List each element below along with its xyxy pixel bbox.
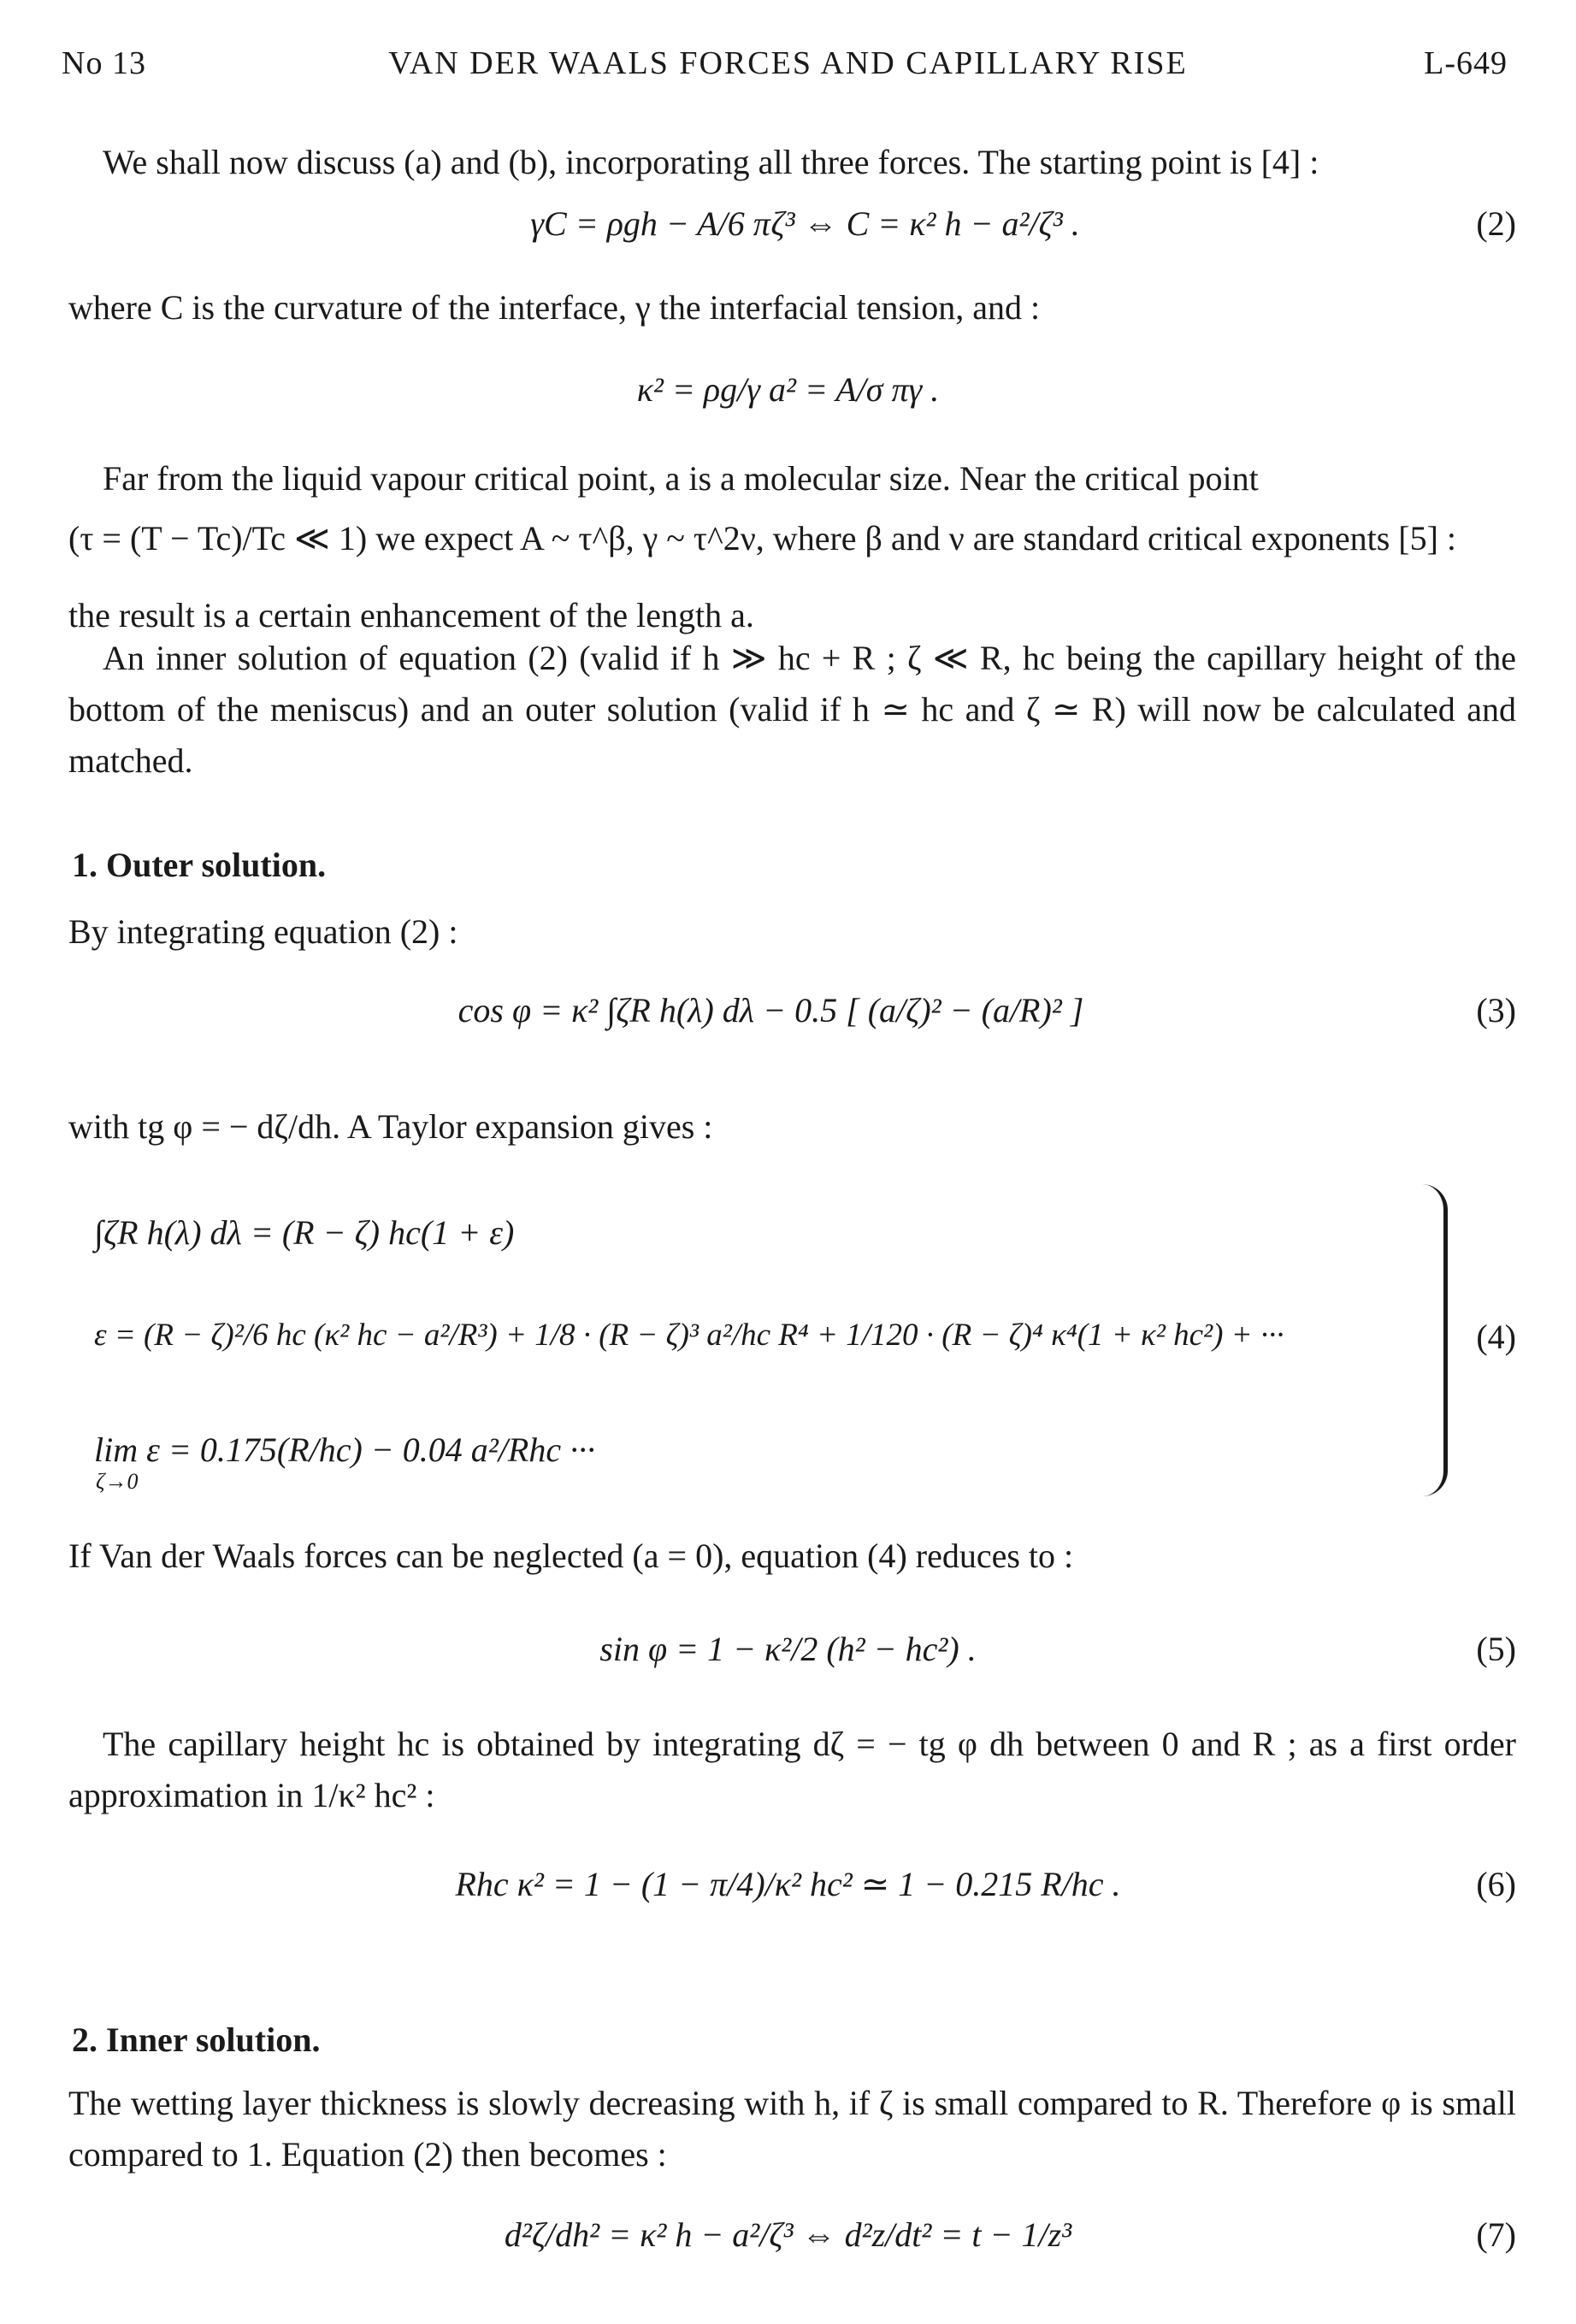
equation-6-number: (6) [1476,1865,1516,1903]
paragraph-intro: We shall now discuss (a) and (b), incorporating all three forces. The starting point is [4] : [103,143,1319,181]
equation-4-limit: lim ε = 0.175(R/hc) − 0.04 a²/Rhc ··· [94,1430,596,1469]
equation-7-number: (7) [1476,2215,1516,2254]
paragraph-taylor: with tg φ = − dζ/dh. A Taylor expansion gives : [68,1107,713,1146]
page-code: L-649 [1424,45,1508,81]
paragraph-integrating: By integrating equation (2) : [68,912,458,951]
equation-2: γC = ρgh − A/6 πζ³ ⇔ C = κ² h − a²/ζ³ . [530,204,1080,243]
paragraph-van-der-waals-neglected: If Van der Waals forces can be neglected (a = 0), equation (4) reduces to : [68,1537,1074,1575]
equation-4-brace [1420,1184,1448,1496]
equation-4-limit-subscript: ζ→0 [96,1469,139,1494]
equation-4-number: (4) [1476,1318,1516,1356]
paragraph-critical-exponents: (τ = (T − Tc)/Tc ≪ 1) we expect A ~ τ^β, γ ~ τ^2ν, where β and ν are standard critical exponents [5] : [68,519,1457,557]
paragraph-critical-point: Far from the liquid vapour critical point, a is a molecular size. Near the critical point [103,459,1259,498]
equation-6: Rhc κ² = 1 − (1 − π/4)/κ² hc² ≃ 1 − 0.215 R/hc . [455,1865,1121,1903]
running-title: VAN DER WAALS FORCES AND CAPILLARY RISE [388,45,1188,81]
equation-5-number: (5) [1476,1630,1516,1668]
paragraph-wetting-layer: The wetting layer thickness is slowly decreasing with h, if ζ is small compared to R. Therefore φ is small compared to 1. Equation (2) then becomes : [68,2084,1516,2174]
equation-4-epsilon: ε = (R − ζ)²/6 hc (κ² hc − a²/R³) + 1/8 · (R − ζ)³ a²/hc R⁴ + 1/120 · (R − ζ)⁴ κ⁴(1 + κ² hc²) + ··· [94,1318,1284,1353]
equation-3: cos φ = κ² ∫ζR h(λ) dλ − 0.5 [ (a/ζ)² − (a/R)² ] [457,991,1084,1029]
equation-4-integral: ∫ζR h(λ) dλ = (R − ζ) hc(1 + ε) [94,1213,515,1252]
section-outer-solution: 1. Outer solution. [72,846,327,884]
journal-number: No 13 [62,45,146,81]
paragraph-capillary-height: The capillary height hc is obtained by integrating dζ = − tg φ dh between 0 and R ; as a first order approximation in 1/κ² hc² : [68,1725,1516,1814]
paragraph-curvature: where C is the curvature of the interface, γ the interfacial tension, and : [68,288,1041,327]
paragraph-enhancement: the result is a certain enhancement of the length a. [68,596,754,634]
equation-kappa: κ² = ρg/γ a² = A/σ πγ . [636,370,940,409]
equation-2-number: (2) [1476,204,1516,243]
section-inner-solution: 2. Inner solution. [72,2020,321,2059]
equation-7: d²ζ/dh² = κ² h − a²/ζ³ ⇔ d²z/dt² = t − 1/z³ [504,2215,1072,2254]
equation-5: sin φ = 1 − κ²/2 (h² − hc²) . [599,1630,977,1668]
equation-3-number: (3) [1476,991,1516,1029]
paragraph-inner-outer: An inner solution of equation (2) (valid if h ≫ hc + R ; ζ ≪ R, hc being the capillary height of the bottom of the meniscus) and an outer solution (valid if h ≃ hc and ζ ≃ R) will now be calculated and matched. [68,639,1516,780]
